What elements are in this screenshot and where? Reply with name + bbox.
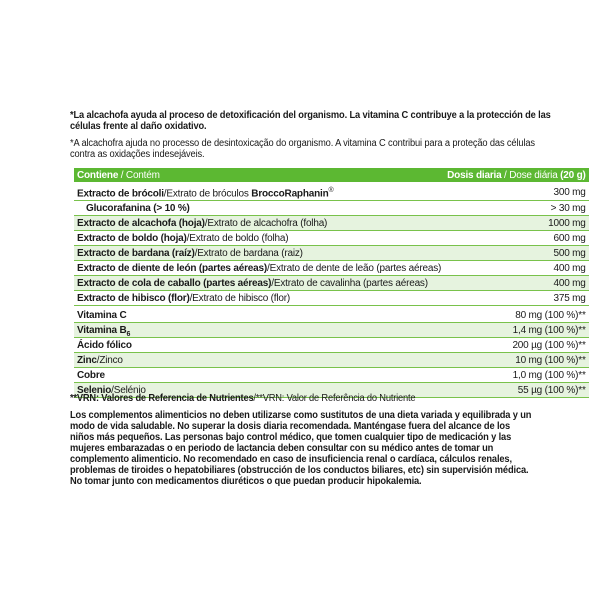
nutrient-percent: (100 %) (544, 384, 579, 396)
nutrient-name-es: Vitamina B (77, 324, 127, 336)
nutrient-percent: (100 %) (544, 324, 579, 336)
brand-name: BroccoRaphanin (251, 188, 329, 200)
table-row (74, 308, 589, 323)
ingredient-amount: 300 mg (444, 184, 588, 201)
nutrient-stars: ** (578, 339, 586, 351)
ingredient-name (74, 291, 444, 306)
table-row (74, 246, 589, 261)
table-row (74, 216, 589, 231)
nutrient-quantity: 1,4 mg (512, 324, 543, 336)
nutrient-name (74, 368, 444, 383)
ingredient-name (74, 231, 444, 246)
vrn-footnote: **VRN: Valores de Referencia de Nutrientes/**VRN: Valor de Referência do Nutriente (70, 393, 416, 404)
warning-line: Los complementos alimenticios no deben utilizarse como sustitutos de una dieta variada y equilibrada y un (70, 410, 532, 421)
table-header (74, 168, 589, 182)
table-row (74, 368, 589, 383)
header-contents: Contiene / Contém (74, 168, 444, 182)
warning-line: mujeres embarazadas o en periodo de lactancia deben consultar con su médico antes de tomar un (70, 443, 494, 454)
ingredient-name-pt: /Extrato de cavalinha (partes aéreas) (271, 277, 428, 289)
nutrient-quantity: 55 µg (517, 384, 543, 396)
ingredient-name-es: Extracto de diente de león (partes aéreas) (77, 262, 268, 274)
nutrient-name-pt: /Zinco (96, 354, 123, 366)
table-row (74, 323, 589, 338)
nutrient-subscript: 6 (126, 330, 131, 338)
nutrient-name (74, 308, 444, 323)
nutrient-name-es: Ácido fólico (77, 339, 132, 351)
ingredient-name-pt: /Extrato de bardana (raiz) (194, 247, 303, 259)
ingredient-name-es: Extracto de brócoli (77, 188, 164, 200)
nutrient-quantity: 80 mg (515, 309, 543, 321)
warning-line: complemento alimenticio. No recomendado en caso de insuficiencia renal o cardíaca, cálculos renales, (70, 454, 512, 465)
ingredient-name (74, 261, 444, 276)
ingredient-name (74, 184, 444, 201)
ingredient-name-pt: /Extrato de hibisco (flor) (189, 292, 290, 304)
nutrient-name-es: Zinc (77, 354, 97, 366)
nutrient-name (74, 353, 444, 368)
ingredient-name-es: Extracto de cola de caballo (partes aéreas) (77, 277, 272, 289)
ingredient-name (74, 276, 444, 291)
ingredient-name-pt: /Extrato de bróculos (163, 188, 252, 200)
nutrient-quantity: 200 µg (512, 339, 543, 351)
ingredient-amount: 400 mg (444, 276, 588, 291)
registered-mark: ® (328, 187, 334, 194)
nutrient-stars: ** (578, 384, 586, 396)
warning-line: niños más pequeños. Las personas bajo control médico, que tomen cualquier tipo de medicación y las (70, 432, 512, 443)
nutrient-name (74, 323, 444, 338)
nutrient-percent: (100 %) (544, 369, 579, 381)
nutrient-quantity: 10 mg (515, 354, 543, 366)
ingredient-name-pt: /Extrato de boldo (folha) (186, 232, 289, 244)
nutrient-stars: ** (578, 354, 586, 366)
claim-note-portuguese: *A alcachofra ajuda no processo de desintoxicação do organismo. A vitamina C contribui para a proteção das células contra as oxidações indesejáveis. (70, 138, 535, 160)
ingredient-amount: 400 mg (444, 261, 588, 276)
ingredient-name-es: Extracto de hibisco (flor) (77, 292, 190, 304)
ingredient-name-pt: /Extrato de dente de leão (partes aéreas) (267, 262, 442, 274)
header-daily-dose: Dosis diaria / Dose diária (20 g) (444, 168, 588, 182)
ingredient-amount: 500 mg (444, 246, 588, 261)
nutrient-stars: ** (578, 309, 586, 321)
nutrient-amount (444, 308, 588, 323)
table-row (74, 276, 589, 291)
nutrient-quantity: 1,0 mg (512, 369, 543, 381)
table-row (74, 261, 589, 276)
claim-note-spanish: *La alcachofa ayuda al proceso de detoxificación del organismo. La vitamina C contribuye a la protección de las células frente al daño oxidativo. (70, 110, 551, 132)
warning-line: modo de vida saludable. No superar la dosis diaria recomendada. Manténgase fuera del alcance de los (70, 421, 510, 432)
ingredient-amount: 600 mg (444, 231, 588, 246)
ingredient-amount: > 30 mg (444, 201, 588, 216)
ingredient-name-es: Extracto de bardana (raíz) (77, 247, 195, 259)
nutrient-stars: ** (578, 324, 586, 336)
nutrient-amount (444, 353, 588, 368)
warning-text (70, 410, 560, 487)
ingredient-name-es: Extracto de boldo (hoja) (77, 232, 187, 244)
nutrient-name (74, 338, 444, 353)
ingredient-amount: 1000 mg (444, 216, 588, 231)
nutrition-table (74, 168, 589, 398)
nutrient-amount (444, 323, 588, 338)
nutrient-name-es: Selenio (77, 384, 112, 396)
table-row (74, 338, 589, 353)
nutrient-stars: ** (578, 369, 586, 381)
nutrient-amount (444, 338, 588, 353)
ingredient-name-pt: /Extrato de alcachofra (folha) (204, 217, 328, 229)
ingredient-name (74, 201, 444, 216)
nutrient-percent: (100 %) (544, 309, 579, 321)
ingredient-name (74, 246, 444, 261)
table-row (74, 291, 589, 306)
nutrient-name-es: Cobre (77, 369, 105, 381)
nutrient-amount (444, 383, 588, 398)
table-row (74, 231, 589, 246)
ingredient-name-es: Glucorafanina (> 10 %) (86, 202, 190, 214)
nutrient-name-es: Vitamina C (77, 309, 127, 321)
ingredient-name-es: Extracto de alcachofa (hoja) (77, 217, 205, 229)
warning-line: problemas de tiroides o hepatobiliares (obstrucción de los conductos biliares, etc) sin supervisión médica. (70, 465, 529, 476)
warning-line: No tomar junto con medicamentos diuréticos o que puedan producir hipokalemia. (70, 476, 422, 487)
ingredient-amount: 375 mg (444, 291, 588, 306)
table-row (74, 353, 589, 368)
nutrient-percent: (100 %) (544, 354, 579, 366)
table-row (74, 201, 589, 216)
ingredient-name (74, 216, 444, 231)
nutrient-percent: (100 %) (544, 339, 579, 351)
table-row (74, 184, 589, 201)
nutrient-name-pt: /Selénio (111, 384, 146, 396)
nutrient-amount (444, 368, 588, 383)
